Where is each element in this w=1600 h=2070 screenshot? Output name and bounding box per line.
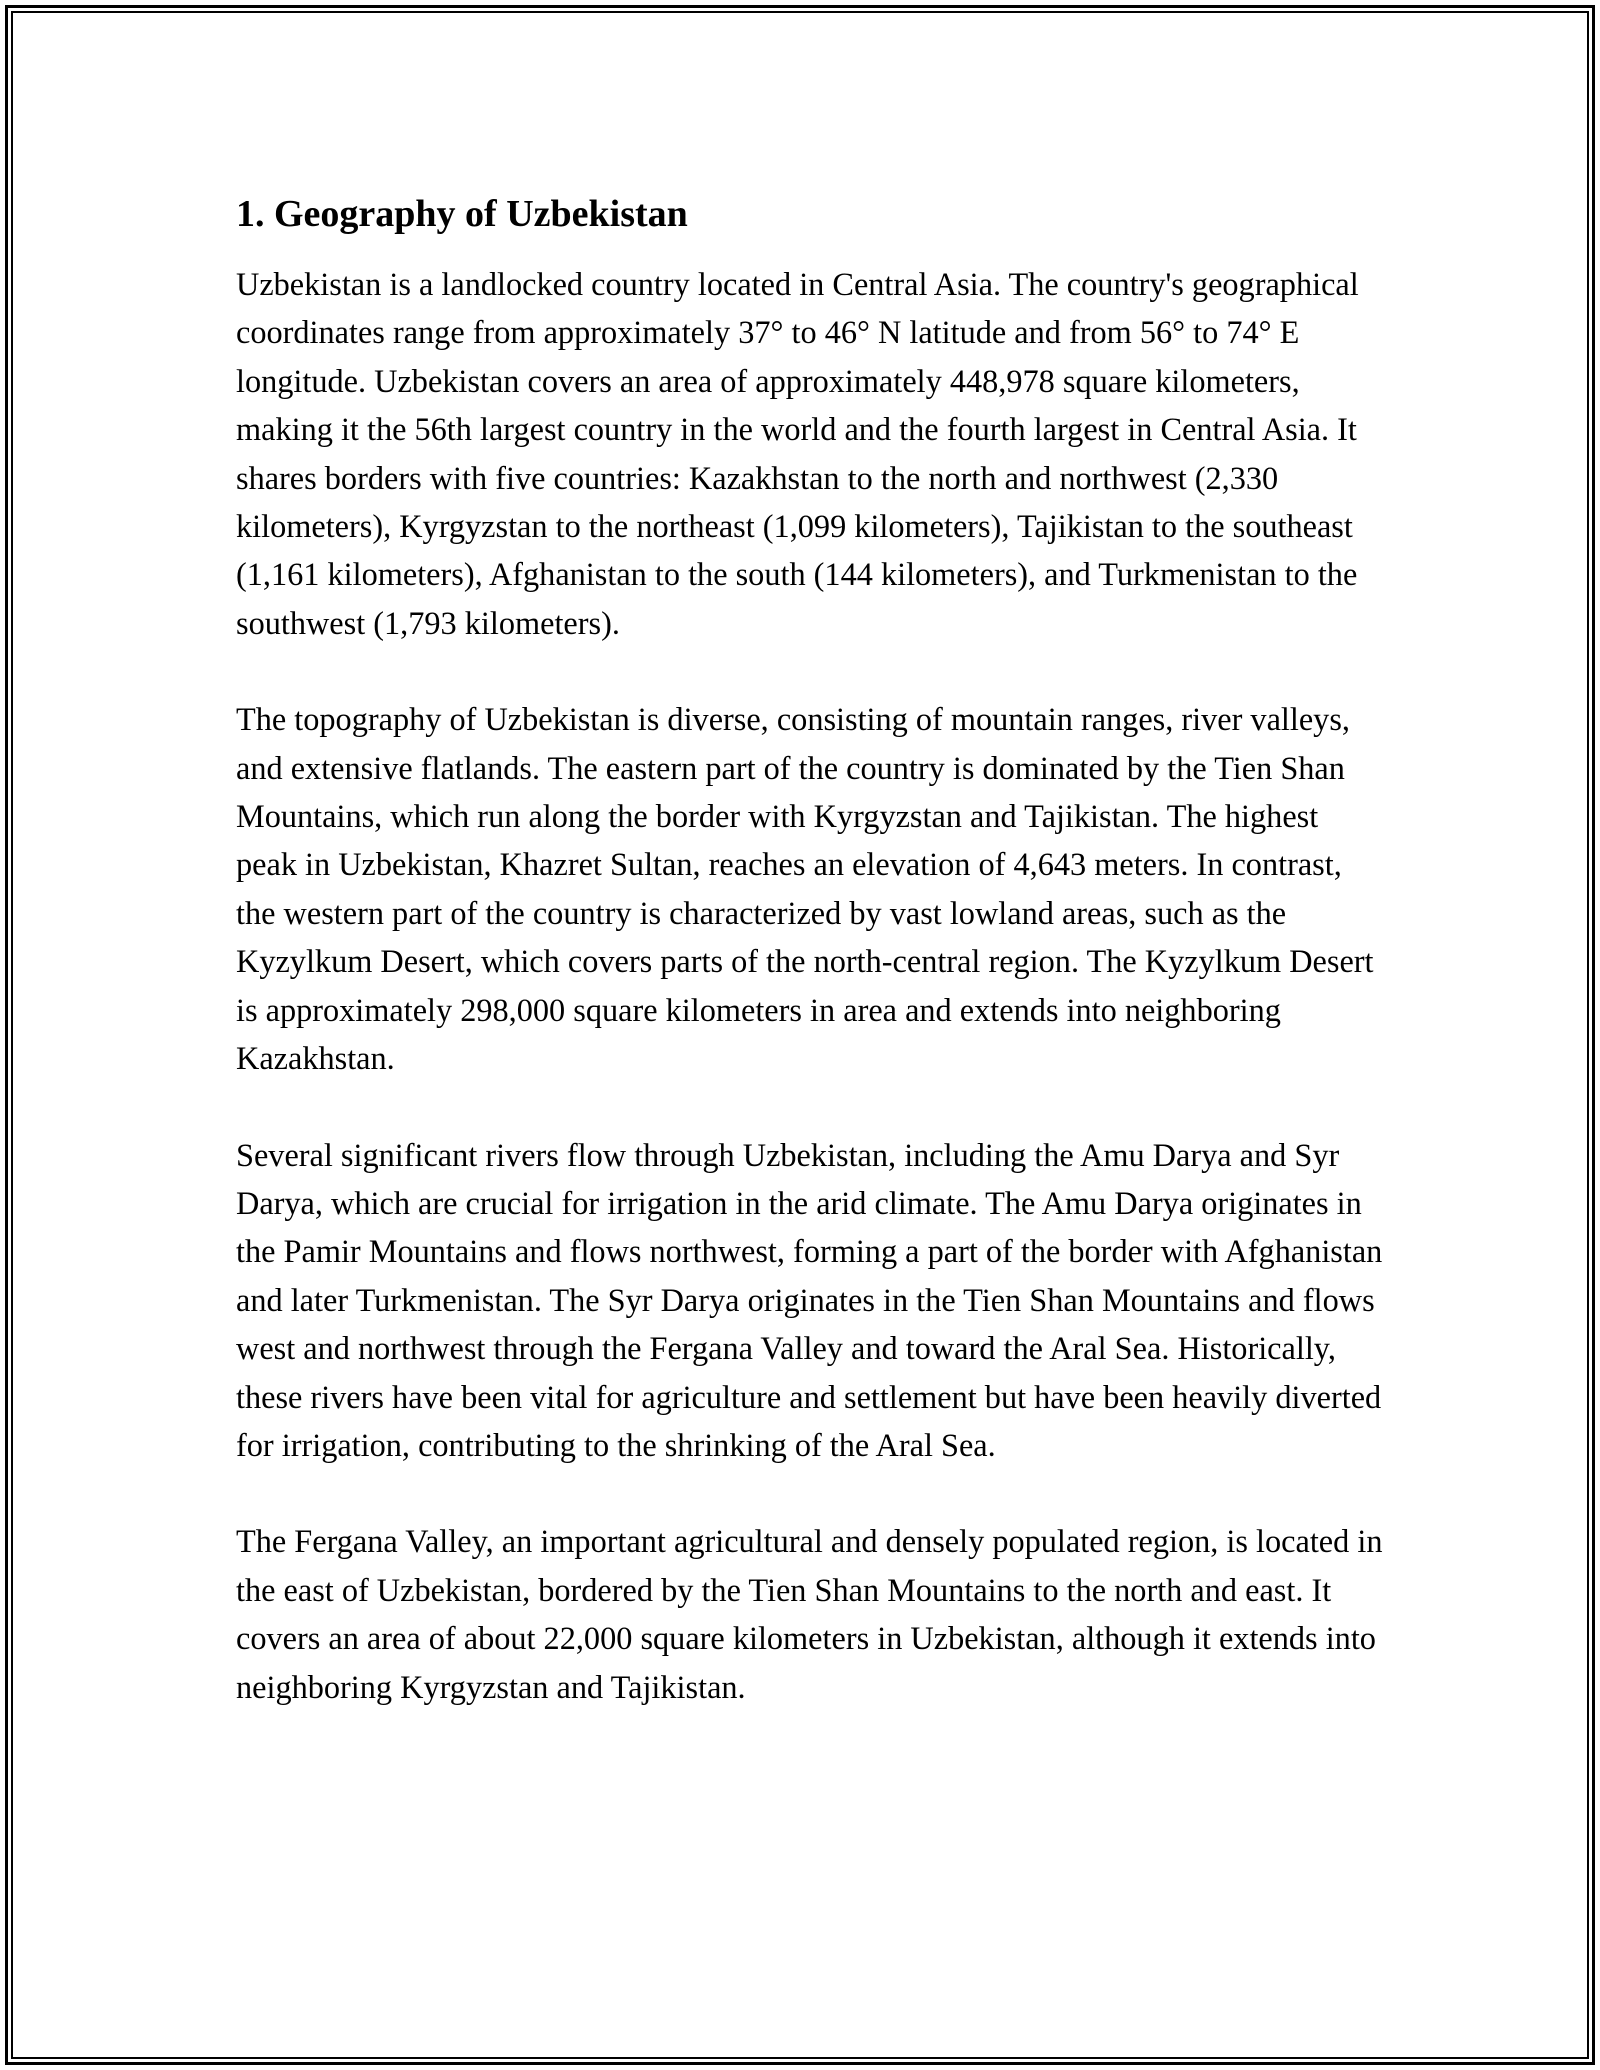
document-body xyxy=(236,186,1386,1759)
paragraph-rivers: Several significant rivers flow through Uzbekistan, including the Amu Darya and Syr Darya, which are crucial for irrigation in the arid climate. The Amu Darya originates in the Pamir Mountains and flows northwest, forming a part of the border with Afghanistan and later Turkmenistan. The Syr Darya originates in the Tien Shan Mountains and flows west and northwest through the Fergana Valley and toward the Aral Sea. Historically, these rivers have been vital for agriculture and settlement but have been heavily diverted for irrigation, contributing to the shrinking of the Aral Sea. xyxy=(236,1136,1383,1463)
paragraph-location-borders: Uzbekistan is a landlocked country located in Central Asia. The country's geographical coordinates range from approximately 37° to 46° N latitude and from 56° to 74° E longitude. Uzbekistan covers an area of approximately 448,978 square kilometers, making it the 56th largest country in the world and the fourth largest in Central Asia. It shares borders with five countries: Kazakhstan to the north and northwest (2,330 kilometers), Kyrgyzstan to the northeast (1,099 kilometers), Tajikistan to the southeast (1,161 kilometers), Afghanistan to the south (144 kilometers), and Turkmenistan to the southwest (1,793 kilometers). xyxy=(236,266,1359,641)
section-heading: 1. Geography of Uzbekistan xyxy=(236,193,688,235)
paragraph-fergana-valley: The Fergana Valley, an important agricultural and densely populated region, is located in the east of Uzbekistan, bordered by the Tien Shan Mountains to the north and east. It covers an area of about 22,000 square kilometers in Uzbekistan, although it extends into neighboring Kyrgyzstan and Tajikistan. xyxy=(236,1523,1383,1705)
paragraph-topography: The topography of Uzbekistan is diverse, consisting of mountain ranges, river valleys, and extensive flatlands. The eastern part of the country is dominated by the Tien Shan Mountains, which run along the border with Kyrgyzstan and Tajikistan. The highest peak in Uzbekistan, Khazret Sultan, reaches an elevation of 4,643 meters. In contrast, the western part of the country is characterized by vast lowland areas, such as the Kyzylkum Desert, which covers parts of the north-central region. The Kyzylkum Desert is approximately 298,000 square kilometers in area and extends into neighboring Kazakhstan. xyxy=(236,701,1374,1077)
